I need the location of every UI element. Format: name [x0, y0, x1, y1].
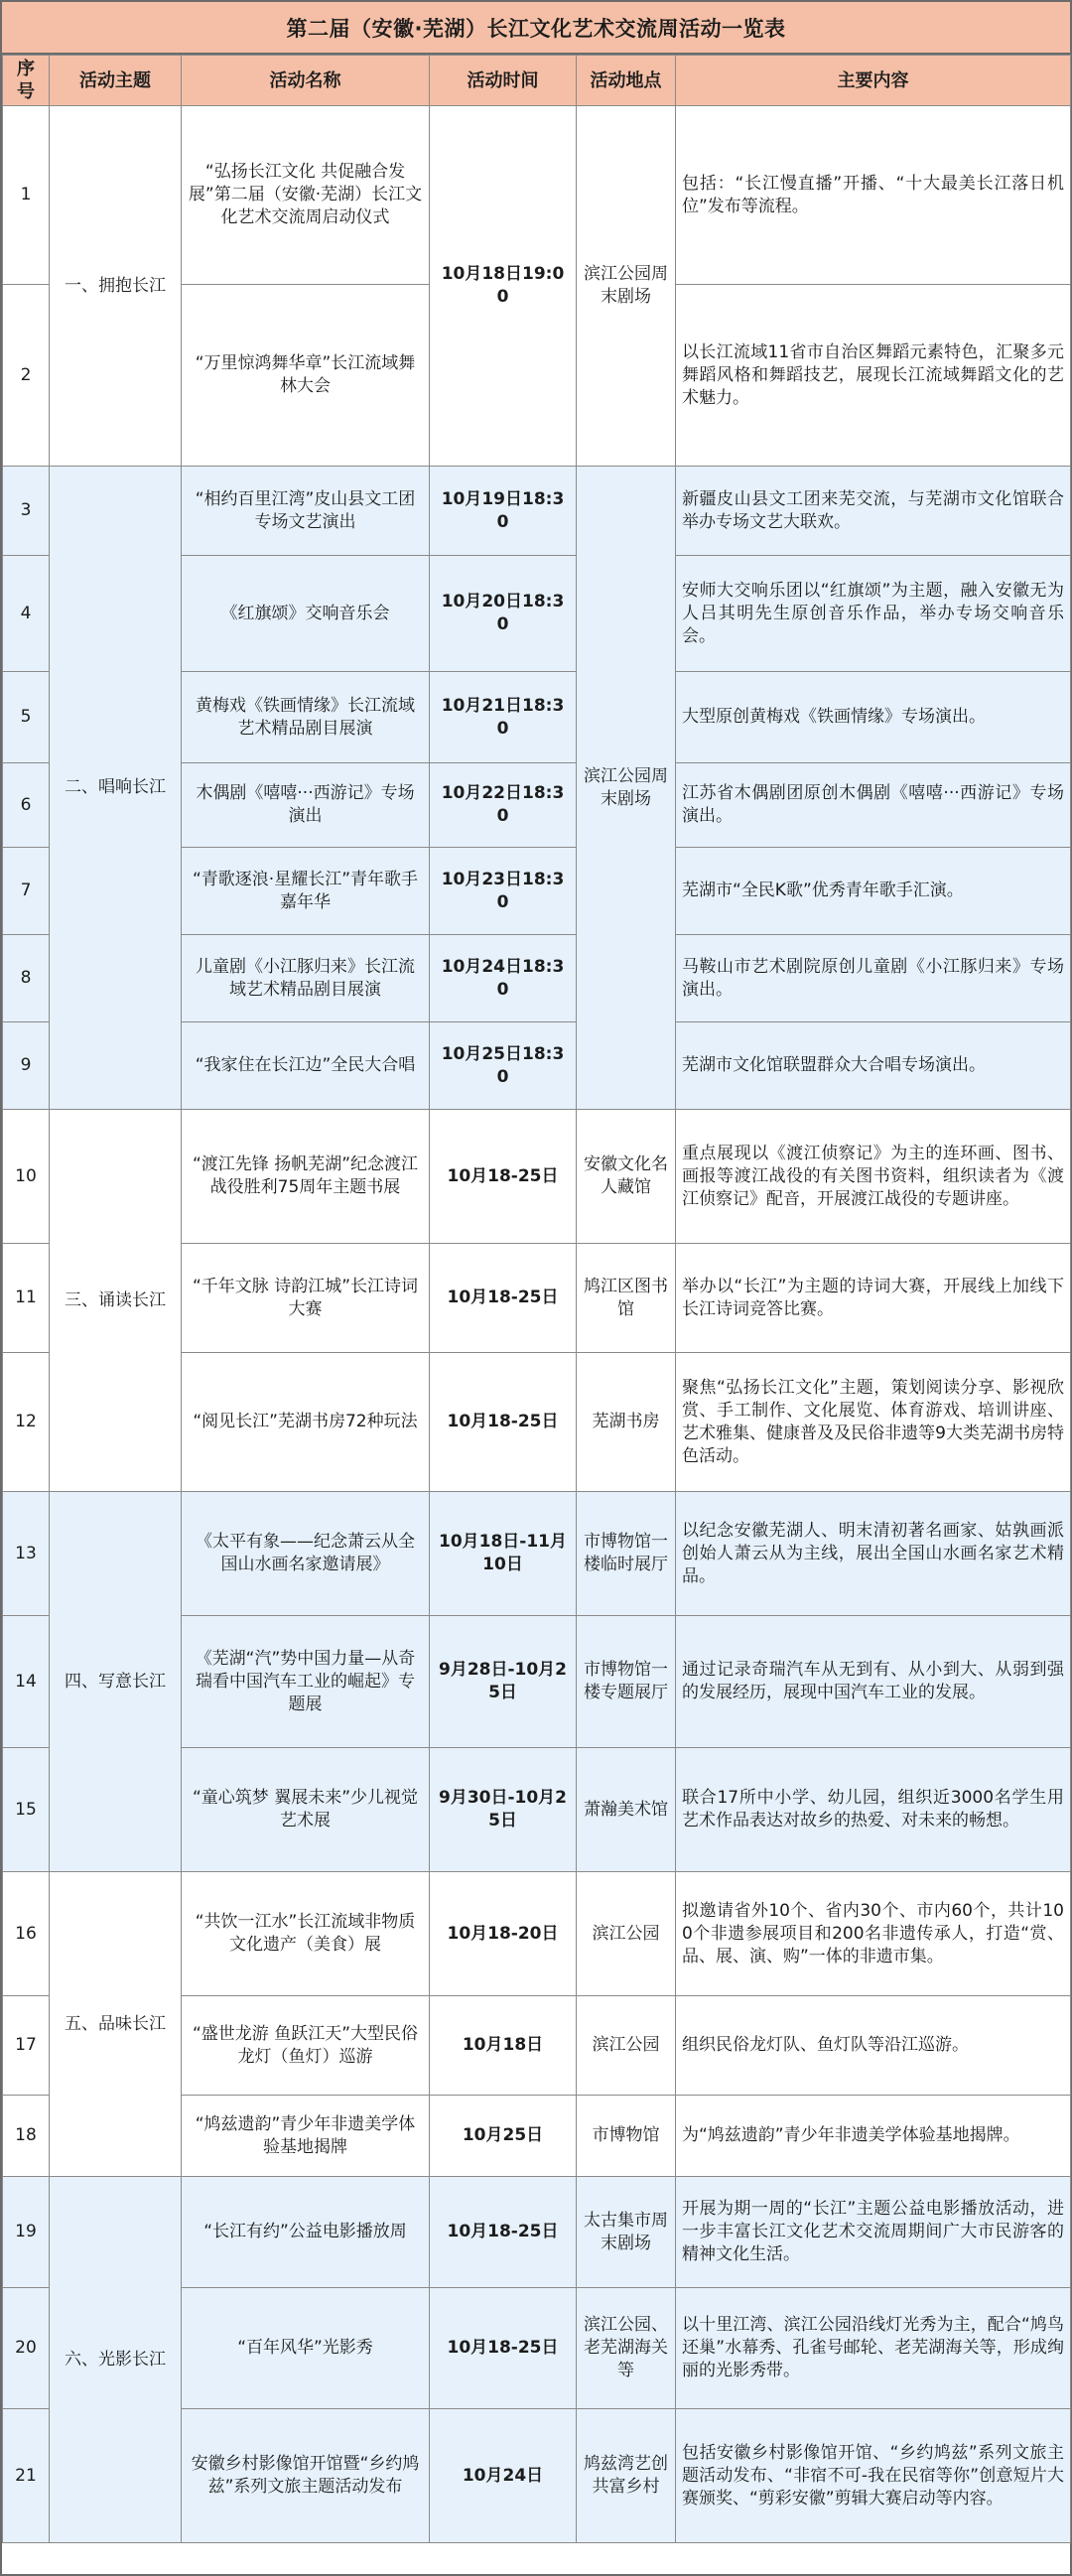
activity-name: “盛世龙游 鱼跃江天”大型民俗龙灯（鱼灯）巡游 [182, 1996, 430, 2096]
header-row [3, 56, 1071, 106]
activity-name: “鸠兹遗韵”青少年非遗美学体验基地揭牌 [182, 2096, 430, 2177]
activity-content: 以十里江湾、滨江公园沿线灯光秀为主，配合“鸠鸟还巢”水幕秀、孔雀号邮轮、老芜湖海关等，形成绚丽的光影秀带。 [676, 2288, 1071, 2409]
activity-content: 安师大交响乐团以“红旗颂”为主题，融入安徽无为人吕其明先生原创音乐作品，举办专场交响音乐会。 [676, 556, 1071, 672]
activity-venue: 滨江公园 [577, 1872, 676, 1996]
activity-venue: 滨江公园 [577, 1996, 676, 2096]
row-number: 20 [3, 2288, 50, 2409]
activity-content: 举办以“长江”为主题的诗词大赛，开展线上加线下长江诗词竞答比赛。 [676, 1244, 1071, 1353]
activity-table [2, 55, 1071, 2543]
activity-name: “共饮一江水”长江流域非物质文化遗产（美食）展 [182, 1872, 430, 1996]
activity-name: “百年风华”光影秀 [182, 2288, 430, 2409]
activity-time: 10月25日18:30 [430, 1022, 577, 1110]
activity-time: 10月19日18:30 [430, 467, 577, 556]
row-number: 6 [3, 763, 50, 848]
activity-content: 芜湖市“全民K歌”优秀青年歌手汇演。 [676, 848, 1071, 935]
row-number: 14 [3, 1616, 50, 1748]
activity-time: 10月24日18:30 [430, 935, 577, 1022]
activity-content: 新疆皮山县文工团来芜交流，与芜湖市文化馆联合举办专场文艺大联欢。 [676, 467, 1071, 556]
header-content: 主要内容 [676, 56, 1071, 106]
activity-venue: 安徽文化名人藏馆 [577, 1110, 676, 1244]
activity-venue: 鸠江区图书馆 [577, 1244, 676, 1353]
table-row [3, 1492, 1071, 1616]
activity-name: 木偶剧《嘻嘻···西游记》专场演出 [182, 763, 430, 848]
table-row [3, 467, 1071, 556]
row-number: 12 [3, 1353, 50, 1492]
row-number: 2 [3, 285, 50, 467]
activity-time: 10月25日 [430, 2096, 577, 2177]
activity-content: 重点展现以《渡江侦察记》为主的连环画、图书、画报等渡江战役的有关图书资料，组织读者为《渡江侦察记》配音，开展渡江战役的专题讲座。 [676, 1110, 1071, 1244]
activity-time: 10月18日 [430, 1996, 577, 2096]
row-number: 1 [3, 106, 50, 285]
theme-cell: 六、光影长江 [50, 2177, 182, 2543]
header-theme: 活动主题 [50, 56, 182, 106]
activity-name: “千年文脉 诗韵江城”长江诗词大赛 [182, 1244, 430, 1353]
activity-time: 10月18-25日 [430, 1353, 577, 1492]
theme-cell: 一、拥抱长江 [50, 106, 182, 467]
activity-time: 10月18-20日 [430, 1872, 577, 1996]
activity-content: 马鞍山市艺术剧院原创儿童剧《小江豚归来》专场演出。 [676, 935, 1071, 1022]
row-number: 10 [3, 1110, 50, 1244]
row-number: 8 [3, 935, 50, 1022]
activity-name: 儿童剧《小江豚归来》长江流域艺术精品剧目展演 [182, 935, 430, 1022]
activity-name: 《太平有象——纪念萧云从全国山水画名家邀请展》 [182, 1492, 430, 1616]
activity-content: 大型原创黄梅戏《铁画情缘》专场演出。 [676, 672, 1071, 763]
table-row [3, 2177, 1071, 2288]
activity-name: 《红旗颂》交响音乐会 [182, 556, 430, 672]
table-row [3, 1872, 1071, 1996]
table-row [3, 1110, 1071, 1244]
activity-name: “渡江先锋 扬帆芜湖”纪念渡江战役胜利75周年主题书展 [182, 1110, 430, 1244]
activity-content: 包括安徽乡村影像馆开馆、“乡约鸠兹”系列文旅主题活动发布、“非宿不可-我在民宿等你”创意短片大赛颁奖、“剪彩安徽”剪辑大赛启动等内容。 [676, 2409, 1071, 2543]
activity-venue: 滨江公园周末剧场 [577, 467, 676, 1110]
header-no: 序号 [3, 56, 50, 106]
row-number: 5 [3, 672, 50, 763]
activity-time: 10月23日18:30 [430, 848, 577, 935]
activity-name: 安徽乡村影像馆开馆暨“乡约鸠兹”系列文旅主题活动发布 [182, 2409, 430, 2543]
activity-venue: 芜湖书房 [577, 1353, 676, 1492]
theme-cell: 四、写意长江 [50, 1492, 182, 1872]
row-number: 11 [3, 1244, 50, 1353]
activity-time: 10月18日-11月10日 [430, 1492, 577, 1616]
activity-time: 10月18-25日 [430, 1244, 577, 1353]
activity-content: 拟邀请省外10个、省内30个、市内60个，共计100个非遗参展项目和200名非遗传承人，打造“赏、品、展、演、购”一体的非遗市集。 [676, 1872, 1071, 1996]
header-venue: 活动地点 [577, 56, 676, 106]
activity-venue: 市博物馆 [577, 2096, 676, 2177]
activity-content: 包括：“长江慢直播”开播、“十大最美长江落日机位”发布等流程。 [676, 106, 1071, 285]
row-number: 13 [3, 1492, 50, 1616]
row-number: 17 [3, 1996, 50, 2096]
row-number: 18 [3, 2096, 50, 2177]
theme-cell: 二、唱响长江 [50, 467, 182, 1110]
activity-content: 联合17所中小学、幼儿园，组织近3000名学生用艺术作品表达对故乡的热爱、对未来的畅想。 [676, 1748, 1071, 1872]
table-row [3, 106, 1071, 285]
row-number: 3 [3, 467, 50, 556]
activity-name: 黄梅戏《铁画情缘》长江流域艺术精品剧目展演 [182, 672, 430, 763]
activity-name: “童心筑梦 翼展未来”少儿视觉艺术展 [182, 1748, 430, 1872]
activity-name: “长江有约”公益电影播放周 [182, 2177, 430, 2288]
activity-time: 10月22日18:30 [430, 763, 577, 848]
activity-content: 组织民俗龙灯队、鱼灯队等沿江巡游。 [676, 1996, 1071, 2096]
activity-time: 10月18-25日 [430, 2177, 577, 2288]
activity-venue: 滨江公园周末剧场 [577, 106, 676, 467]
activity-time: 10月21日18:30 [430, 672, 577, 763]
row-number: 19 [3, 2177, 50, 2288]
activity-name: “我家住在长江边”全民大合唱 [182, 1022, 430, 1110]
activity-venue: 滨江公园、老芜湖海关等 [577, 2288, 676, 2409]
activity-time: 9月28日-10月25日 [430, 1616, 577, 1748]
header-time: 活动时间 [430, 56, 577, 106]
theme-cell: 五、品味长江 [50, 1872, 182, 2177]
row-number: 9 [3, 1022, 50, 1110]
page-title: 第二届（安徽·芜湖）长江文化艺术交流周活动一览表 [2, 2, 1070, 55]
activity-venue: 市博物馆一楼专题展厅 [577, 1616, 676, 1748]
activity-content: 为“鸠兹遗韵”青少年非遗美学体验基地揭牌。 [676, 2096, 1071, 2177]
activity-time: 10月20日18:30 [430, 556, 577, 672]
row-number: 15 [3, 1748, 50, 1872]
row-number: 7 [3, 848, 50, 935]
theme-cell: 三、诵读长江 [50, 1110, 182, 1492]
activity-content: 江苏省木偶剧团原创木偶剧《嘻嘻···西游记》专场演出。 [676, 763, 1071, 848]
activity-content: 聚焦“弘扬长江文化”主题，策划阅读分享、影视欣赏、手工制作、文化展览、体育游戏、培训讲座、艺术雅集、健康普及及民俗非遗等9大类芜湖书房特色活动。 [676, 1353, 1071, 1492]
header-name: 活动名称 [182, 56, 430, 106]
row-number: 21 [3, 2409, 50, 2543]
activity-content: 芜湖市文化馆联盟群众大合唱专场演出。 [676, 1022, 1071, 1110]
activity-content: 通过记录奇瑞汽车从无到有、从小到大、从弱到强的发展经历，展现中国汽车工业的发展。 [676, 1616, 1071, 1748]
activity-name: “万里惊鸿舞华章”长江流域舞林大会 [182, 285, 430, 467]
activity-name: “阅见长江”芜湖书房72种玩法 [182, 1353, 430, 1492]
activity-content: 以纪念安徽芜湖人、明末清初著名画家、姑孰画派创始人萧云从为主线，展出全国山水画名家艺术精品。 [676, 1492, 1071, 1616]
activity-time: 10月18日19:00 [430, 106, 577, 467]
activity-time: 9月30日-10月25日 [430, 1748, 577, 1872]
activity-time: 10月18-25日 [430, 1110, 577, 1244]
activity-content: 开展为期一周的“长江”主题公益电影播放活动，进一步丰富长江文化艺术交流周期间广大市民游客的精神文化生活。 [676, 2177, 1071, 2288]
activity-venue: 鸠兹湾艺创共富乡村 [577, 2409, 676, 2543]
row-number: 16 [3, 1872, 50, 1996]
activity-name: “相约百里江湾”皮山县文工团专场文艺演出 [182, 467, 430, 556]
activity-content: 以长江流域11省市自治区舞蹈元素特色，汇聚多元舞蹈风格和舞蹈技艺，展现长江流域舞蹈文化的艺术魅力。 [676, 285, 1071, 467]
activity-venue: 萧瀚美术馆 [577, 1748, 676, 1872]
activity-name: “弘扬长江文化 共促融合发展”第二届（安徽·芜湖）长江文化艺术交流周启动仪式 [182, 106, 430, 285]
activity-name: 《芜湖“汽”势中国力量—从奇瑞看中国汽车工业的崛起》专题展 [182, 1616, 430, 1748]
activity-time: 10月18-25日 [430, 2288, 577, 2409]
activity-name: “青歌逐浪·星耀长江”青年歌手嘉年华 [182, 848, 430, 935]
activity-venue: 市博物馆一楼临时展厅 [577, 1492, 676, 1616]
row-number: 4 [3, 556, 50, 672]
activity-time: 10月24日 [430, 2409, 577, 2543]
activity-venue: 太古集市周末剧场 [577, 2177, 676, 2288]
